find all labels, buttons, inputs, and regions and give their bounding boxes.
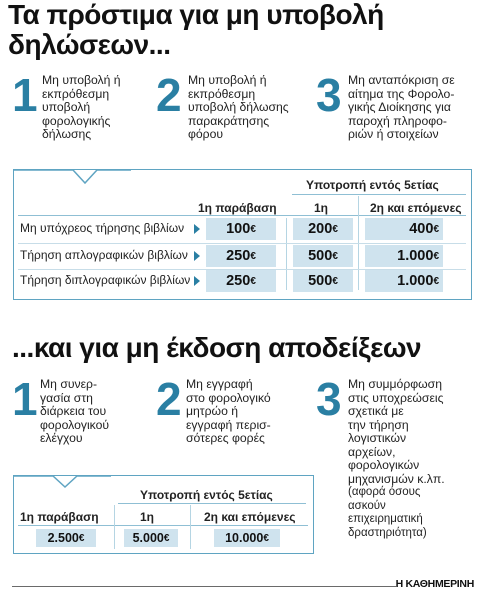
table2-cell	[36, 529, 96, 547]
reason3-text	[348, 74, 455, 142]
reason2-text	[186, 378, 271, 446]
reason-line: δραστηριότητα)	[348, 526, 427, 539]
cell-value: 1.000	[397, 248, 434, 264]
table1-cell	[293, 270, 353, 292]
cell-value: 400	[409, 221, 434, 237]
reason1-number: 1	[12, 373, 38, 425]
currency-sign: €	[78, 532, 85, 544]
reason-line: στο φορολογικό	[186, 390, 271, 405]
currency-sign: €	[332, 223, 338, 235]
reason-line: εκπρόθεσμη	[188, 86, 256, 101]
reason-line: γικής Διοίκησης για	[348, 100, 451, 114]
section1-title-line2: δηλώσεων...	[8, 29, 171, 60]
cell-value: 200	[308, 221, 333, 237]
row-arrow-icon	[194, 251, 200, 261]
row-divider	[18, 243, 466, 244]
table1-col-recur1: 1η	[314, 201, 329, 215]
table1-group-underline	[292, 194, 466, 195]
reason-line: Μη εγγραφή	[186, 377, 253, 391]
table1-cell	[365, 270, 443, 292]
reason-line: ασκούν	[348, 499, 386, 512]
currency-sign: €	[250, 223, 256, 235]
table2-col-first: 1η παράβαση	[20, 510, 99, 524]
reason-line: (αφορά όσους	[348, 486, 421, 498]
currency-sign: €	[250, 250, 256, 262]
reason-line: αρχείων,	[348, 444, 396, 459]
cell-value: 100	[226, 221, 251, 237]
section2-title: ...και για μη έκδοση αποδείξεων	[12, 332, 422, 363]
table1-col-recur2: 2η και επόμενες	[370, 201, 462, 215]
reason-line: Μη ανταπόκριση σε	[348, 73, 455, 87]
reason1-number: 1	[12, 69, 38, 121]
table2-cell	[214, 529, 280, 547]
table-notch-decoration	[13, 169, 133, 191]
reason-line: λογιστικών	[348, 431, 407, 445]
row-arrow-icon	[194, 276, 200, 286]
reason-line: γασία στη	[40, 390, 93, 405]
reason-line: φορολογικών	[348, 458, 420, 472]
currency-sign: €	[433, 250, 439, 262]
reason-line: υποβολή	[42, 100, 91, 114]
table2-divider	[190, 505, 191, 549]
table1-divider	[286, 218, 287, 290]
reason-line: αίτημα της Φορολο-	[348, 86, 455, 101]
table1-group-header: Υποτροπή εντός 5ετίας	[306, 178, 439, 192]
reason3-number: 3	[316, 69, 342, 121]
reason1-text	[40, 378, 109, 446]
cell-value: 10.000	[225, 531, 264, 545]
reason-line: φορολογικής	[42, 113, 111, 128]
source-credit: Η ΚΑΘΗΜΕΡΙΝΗ	[395, 578, 474, 590]
reason-line: διάρκεια του	[40, 404, 107, 418]
table1-row-label: Μη υπόχρεος τήρησης βιβλίων	[20, 221, 185, 235]
cell-value: 2.500	[47, 531, 79, 545]
reason-line: υποβολή δήλωσης	[188, 100, 289, 114]
currency-sign: €	[263, 532, 269, 544]
reason-line: στις υποχρεώσεις	[348, 390, 444, 405]
currency-sign: €	[332, 250, 338, 262]
section1-title	[8, 0, 478, 60]
reason-line: την τήρηση	[348, 417, 409, 432]
reason-line: παροχή πληροφο-	[348, 113, 447, 128]
reason-line: μητρώο ή	[186, 404, 239, 418]
reason-line: ελέγχου	[40, 431, 83, 445]
section1-title-line1: Τα πρόστιμα για μη υποβολή	[8, 0, 384, 30]
table2-col-recur2: 2η και επόμενες	[204, 510, 296, 524]
reason-line: μηχανισμών κ.λπ.	[348, 471, 445, 486]
reason1-text	[42, 74, 121, 142]
cell-value: 5.000	[132, 531, 164, 545]
currency-sign: €	[433, 223, 439, 235]
reason-line: Μη συμμόρφωση	[348, 377, 442, 391]
reason-line: σότερες φορές	[186, 431, 265, 445]
cell-value: 250	[226, 273, 251, 289]
table1-cell	[206, 218, 276, 240]
table1-cell	[206, 270, 276, 292]
reason-line: φορολογικού	[40, 417, 110, 432]
reason-line: φόρου	[188, 127, 224, 141]
reason-line: εγγραφή περισ-	[186, 417, 271, 432]
table2-group-header: Υποτροπή εντός 5ετίας	[140, 488, 273, 502]
table1-cell	[293, 218, 353, 240]
reason3-text	[348, 378, 445, 540]
table1-row-label: Τήρηση διπλογραφικών βιβλίων	[20, 273, 191, 287]
reason2-number: 2	[156, 373, 182, 425]
currency-sign: €	[332, 275, 338, 287]
table1-cell	[365, 245, 443, 267]
reason-line: επιχειρηματική	[348, 513, 423, 525]
cell-value: 500	[308, 273, 333, 289]
table1-col-first: 1η παράβαση	[198, 201, 277, 215]
reason3-number: 3	[316, 373, 342, 425]
table1-cell	[365, 218, 443, 240]
reason2-text	[188, 74, 289, 142]
cell-value: 1.000	[397, 273, 434, 289]
table2-group-underline	[118, 503, 306, 504]
reason-line: Μη συνερ-	[40, 377, 98, 391]
table2-header-underline	[18, 525, 308, 526]
reason-line: Μη υποβολή ή	[188, 73, 267, 87]
currency-sign: €	[250, 275, 256, 287]
reason2-number: 2	[156, 69, 182, 121]
reason-line: παρακράτησης	[188, 113, 270, 128]
reason-line: Μη υποβολή ή	[42, 73, 121, 87]
table1-cell	[293, 245, 353, 267]
reason-line: ριών ή στοιχείων	[348, 127, 439, 141]
reason-line: εκπρόθεσμη	[42, 86, 110, 101]
table2-col-recur1: 1η	[140, 510, 155, 524]
footer-rule	[12, 586, 396, 587]
table2-divider	[114, 505, 115, 549]
table1-row-label: Τήρηση απλογραφικών βιβλίων	[20, 248, 188, 262]
currency-sign: €	[433, 275, 439, 287]
cell-value: 500	[308, 248, 333, 264]
reason-line: δήλωσης	[42, 127, 92, 141]
currency-sign: €	[163, 532, 170, 544]
row-arrow-icon	[194, 224, 200, 234]
reason-line: σχετικά με	[348, 404, 404, 418]
table2-cell	[124, 529, 178, 547]
cell-value: 250	[226, 248, 251, 264]
table1-header-underline	[18, 215, 466, 216]
table1-cell	[206, 245, 276, 267]
table-notch-decoration	[13, 475, 113, 493]
